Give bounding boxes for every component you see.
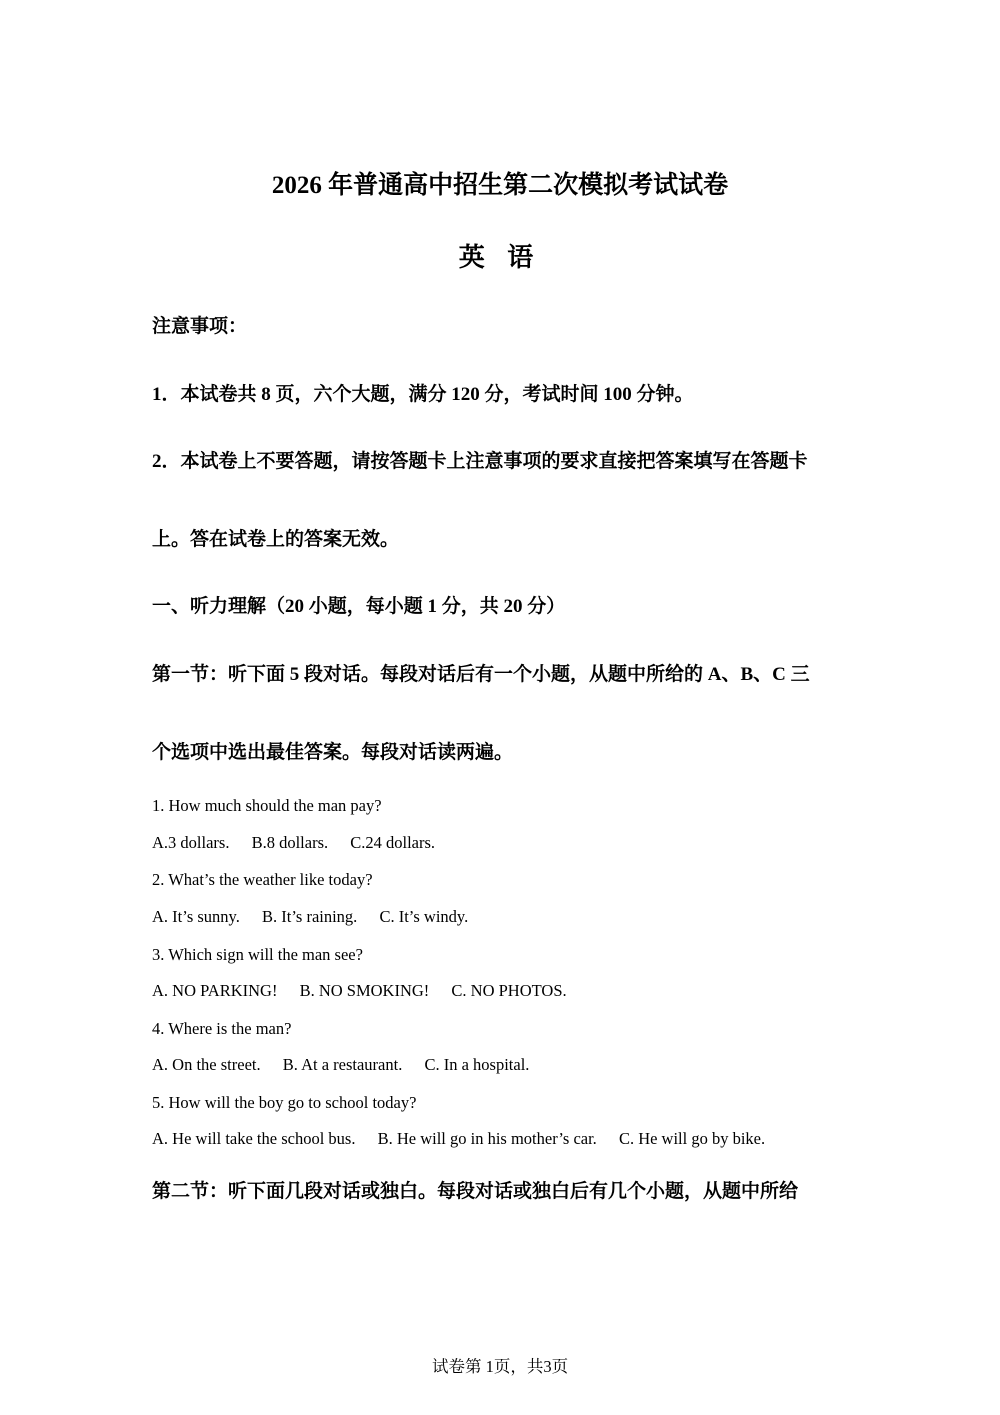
notice-item-1: 1．本试卷共 8 页，六个大题，满分 120 分，考试时间 100 分钟。 — [152, 384, 694, 405]
part1-instruction-line-2: 个选项中选出最佳答案。每段对话读两遍。 — [152, 742, 514, 763]
option-b: B. At a restaurant. — [282, 1055, 403, 1074]
option-b: B. NO SMOKING! — [299, 981, 430, 1000]
question-stem: 2. What’s the weather like today? — [152, 870, 373, 889]
question-stem: 1. How much should the man pay? — [152, 796, 382, 815]
page-footer: 试卷第 1页，共3页 — [431, 1357, 569, 1376]
question-options — [152, 831, 852, 855]
question-stem: 3. Which sign will the man see? — [152, 945, 363, 964]
question-stem: 5. How will the boy go to school today? — [152, 1093, 417, 1112]
notice-item-2-line-2: 上。答在试卷上的答案无效。 — [152, 529, 400, 550]
notice-item-2-line-1: 2．本试卷上不要答题，请按答题卡上注意事项的要求直接把答案填写在答题卡 — [152, 451, 808, 472]
option-c: C. In a hospital. — [424, 1055, 530, 1074]
option-c: C. It’s windy. — [379, 907, 469, 926]
question-stem: 4. Where is the man? — [152, 1019, 292, 1038]
subject-title: 英 语 — [458, 243, 542, 272]
section-heading-listening: 一、听力理解（20 小题，每小题 1 分，共 20 分） — [152, 596, 566, 617]
part1-instruction-line-1: 第一节：听下面 5 段对话。每段对话后有一个小题，从题中所给的 A、B、C 三 — [152, 664, 810, 685]
option-b: B.8 dollars. — [251, 833, 329, 852]
option-c: C. NO PHOTOS. — [451, 981, 567, 1000]
question-options — [152, 979, 852, 1003]
part2-instruction-line-1: 第二节：听下面几段对话或独白。每段对话或独白后有几个小题，从题中所给 — [152, 1181, 799, 1202]
question-options — [152, 1053, 852, 1077]
option-a: A. NO PARKING! — [152, 981, 278, 1000]
question-options — [152, 1127, 852, 1151]
exam-title: 2026 年普通高中招生第二次模拟考试试卷 — [271, 172, 729, 199]
question-options — [152, 905, 852, 929]
option-a: A. It’s sunny. — [152, 907, 240, 926]
option-c: C.24 dollars. — [350, 833, 436, 852]
option-b: B. He will go in his mother’s car. — [377, 1129, 597, 1148]
option-b: B. It’s raining. — [261, 907, 358, 926]
option-a: A.3 dollars. — [152, 833, 230, 852]
option-a: A. He will take the school bus. — [152, 1129, 356, 1148]
option-c: C. He will go by bike. — [618, 1129, 766, 1148]
notice-heading: 注意事项： — [152, 316, 248, 337]
option-a: A. On the street. — [152, 1055, 261, 1074]
